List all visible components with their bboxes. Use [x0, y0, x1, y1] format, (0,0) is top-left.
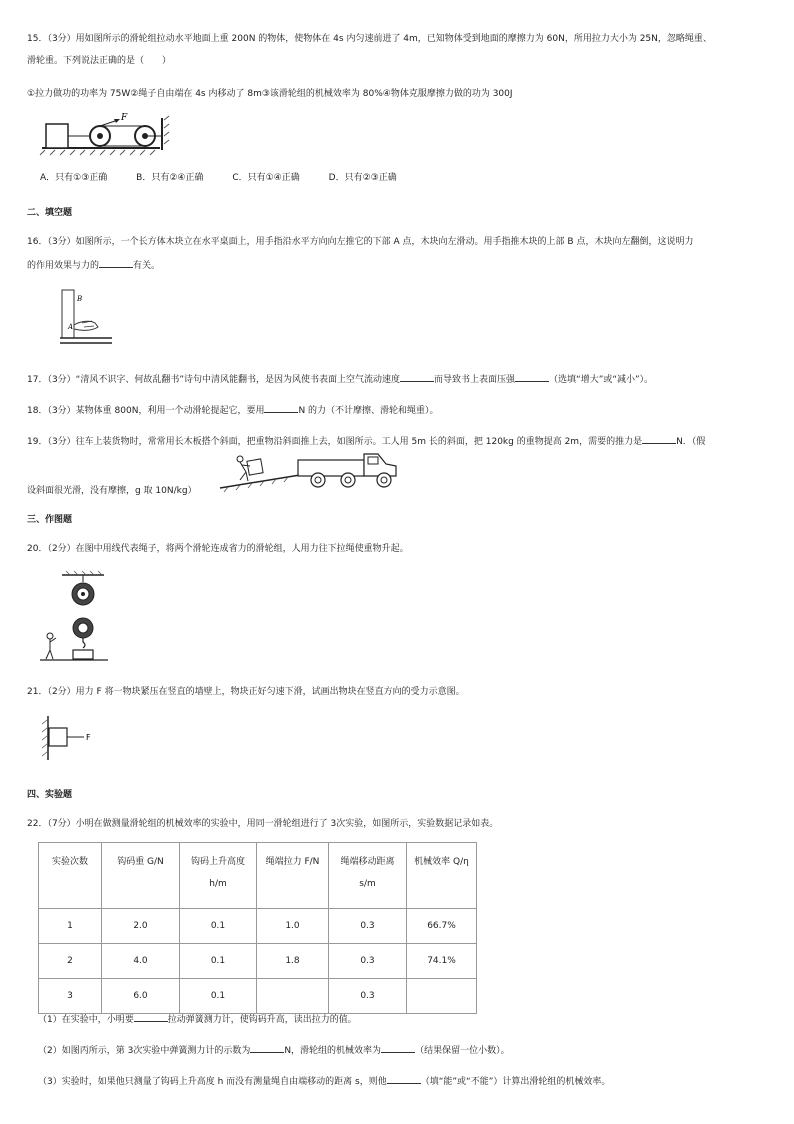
q22-sub2 — [38, 1043, 510, 1057]
table-cell: 0.3 — [329, 909, 407, 944]
q19-answer-blank[interactable] — [642, 434, 676, 444]
q22-data-table — [38, 842, 477, 1014]
table-header: 机械效率 Q/η — [407, 843, 477, 909]
q15-option-b[interactable]: B．只有②④正确 — [136, 173, 204, 183]
q22-sub3-blank[interactable] — [387, 1074, 421, 1084]
q22-stem: 22．（7分）小明在做测量滑轮组的机械效率的实验中，用同一滑轮组进行了 3次实验，如图所示，实验数据记录如表。 — [27, 819, 499, 829]
table-cell: 0.3 — [329, 944, 407, 979]
q20-pulley-figure — [38, 570, 118, 665]
q15-options — [40, 172, 423, 184]
q17-text-post: （选填“增大”或“减小”）。 — [549, 375, 654, 385]
q22-sub2-blank-1[interactable] — [250, 1043, 284, 1053]
q22-sub1-blank[interactable] — [134, 1012, 168, 1022]
table-cell: 0.1 — [180, 979, 257, 1014]
q21-force-label: F — [86, 733, 91, 742]
q17-text-mid: 而导致书上表面压强 — [434, 375, 516, 385]
q17-stem — [27, 372, 653, 386]
q21-stem: 21．（2分）用力 F 将一物块紧压在竖直的墙壁上，物块正好匀速下滑，试画出物块在竖直方向的受力示意图。 — [27, 687, 465, 697]
q16-label-b: B — [77, 295, 83, 303]
q22-sub1-post: 拉动弹簧测力计，使钩码升高，读出拉力的值。 — [167, 1015, 357, 1025]
section-drawing: 三、作图题 — [27, 515, 73, 525]
q19-text-pre: 19．（3分）往车上装货物时，常常用长木板搭个斜面，把重物沿斜面推上去，如图所示。工人用 5m 长的斜面，把 120kg 的重物提高 2m，需要的推力是 — [27, 437, 643, 447]
q15-stem-line2: 滑轮重。下列说法正确的是（ ） — [27, 56, 172, 66]
table-cell: 6.0 — [102, 979, 180, 1014]
q18-stem — [27, 403, 439, 417]
q17-text-pre: 17．（3分）“清风不识字、何故乱翻书”诗句中清风能翻书，是因为风使书表面上空气流动速度 — [27, 375, 401, 385]
table-row — [39, 979, 477, 1014]
table-cell: 66.7% — [407, 909, 477, 944]
table-cell: 0.3 — [329, 979, 407, 1014]
table-cell: 1.0 — [257, 909, 329, 944]
q18-answer-blank[interactable] — [264, 403, 298, 413]
q20-stem: 20．（2分）在图中用线代表绳子，将两个滑轮连成省力的滑轮组，人用力往下拉绳使重物升起。 — [27, 544, 409, 554]
q22-sub2-mid: N，滑轮组的机械效率为 — [284, 1046, 382, 1056]
q16-block-figure — [40, 285, 120, 350]
q15-stem-line1: 15．（3分）用如图所示的滑轮组拉动水平地面上重 200N 的物体，使物体在 4s 内匀速前进了 4m，已知物体受到地面的摩擦力为 60N，所用拉力大小为 25N，忽略绳重、 — [27, 34, 712, 44]
table-header: 绳端拉力 F/N — [257, 843, 329, 909]
table-cell: 0.1 — [180, 944, 257, 979]
table-cell-empty[interactable] — [407, 979, 477, 1014]
q22-sub2-post: （结果保留一位小数）。 — [415, 1046, 510, 1056]
table-cell: 4.0 — [102, 944, 180, 979]
table-cell: 2 — [39, 944, 102, 979]
table-cell: 2.0 — [102, 909, 180, 944]
q17-blank-1[interactable] — [400, 372, 434, 382]
q15-option-c[interactable]: C．只有①④正确 — [232, 173, 300, 183]
q22-sub1 — [38, 1012, 357, 1026]
q19-stem-line2: 设斜面很光滑，没有摩擦，g 取 10N/kg） — [27, 486, 197, 496]
q22-sub3-post: （填“能”或“不能”）计算出滑轮组的机械效率。 — [420, 1077, 611, 1087]
q16-text-post: 有关。 — [133, 261, 161, 271]
q16-label-a: A — [68, 323, 74, 331]
table-cell: 74.1% — [407, 944, 477, 979]
q22-sub2-blank-2[interactable] — [381, 1043, 415, 1053]
q22-sub3-pre: （3）实验时，如果他只测量了钩码上升高度 h 而没有测量绳自由端移动的距离 s，则他 — [38, 1077, 387, 1087]
q15-option-a[interactable]: A．只有①③正确 — [40, 173, 108, 183]
q15-option-d[interactable]: D．只有②③正确 — [328, 173, 397, 183]
q19-ramp-truck-figure — [218, 450, 418, 495]
q15-statements: ①拉力做功的功率为 75W②绳子自由端在 4s 内移动了 8m③该滑轮组的机械效率为 80%④物体克服摩擦力做的功为 300J — [27, 89, 513, 99]
table-header: 绳端移动距离 s/m — [329, 843, 407, 909]
q15-force-label: F — [121, 113, 128, 123]
q19-stem-line1 — [27, 434, 705, 448]
section-experiment: 四、实验题 — [27, 790, 73, 800]
q22-sub1-pre: （1）在实验中，小明要 — [38, 1015, 134, 1025]
table-header: 钩码上升高度 h/m — [180, 843, 257, 909]
table-header: 实验次数 — [39, 843, 102, 909]
section-fill-in: 二、填空题 — [27, 208, 73, 218]
q21-wall-figure — [40, 714, 110, 762]
q16-answer-blank[interactable] — [99, 258, 133, 268]
q17-blank-2[interactable] — [515, 372, 549, 382]
q16-text-pre: 的作用效果与力的 — [27, 261, 100, 271]
table-cell: 1.8 — [257, 944, 329, 979]
q22-sub3 — [38, 1074, 610, 1088]
q16-stem-line1: 16．（3分）如图所示，一个长方体木块立在水平桌面上，用手指沿水平方向向左推它的下部 A 点，木块向左滑动。用手指推木块的上部 B 点，木块向左翻倒，这说明力 — [27, 237, 694, 247]
table-cell: 3 — [39, 979, 102, 1014]
table-row — [39, 909, 477, 944]
q16-stem-line2 — [27, 258, 160, 272]
table-header-row — [39, 843, 477, 909]
table-cell-empty[interactable] — [257, 979, 329, 1014]
q19-text-post: N．（假 — [676, 437, 706, 447]
q22-sub2-pre: （2）如图丙所示，第 3次实验中弹簧测力计的示数为 — [38, 1046, 251, 1056]
table-cell: 1 — [39, 909, 102, 944]
q15-pulley-figure — [40, 110, 180, 155]
table-header: 钩码重 G/N — [102, 843, 180, 909]
table-cell: 0.1 — [180, 909, 257, 944]
table-row — [39, 944, 477, 979]
q18-text-post: N 的力（不计摩擦、滑轮和绳重）。 — [298, 406, 439, 416]
q18-text-pre: 18．（3分）某物体重 800N，利用一个动滑轮提起它，要用 — [27, 406, 265, 416]
